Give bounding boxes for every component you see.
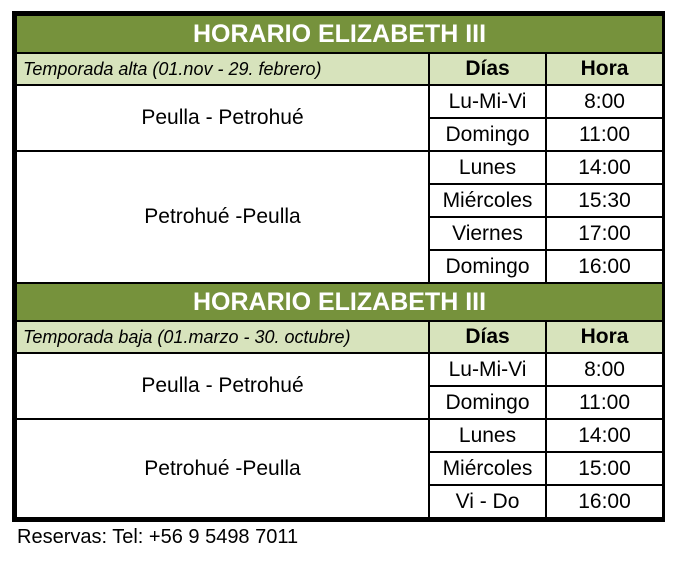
high-days-header: Días [429,53,546,85]
high-hour-cell: 15:30 [546,184,663,217]
high-hour-cell: 11:00 [546,118,663,151]
high-day-cell: Miércoles [429,184,546,217]
low-day-cell: Lu-Mi-Vi [429,353,546,386]
high-route-peulla-petrohue: Peulla - Petrohué [16,85,429,151]
high-day-cell: Domingo [429,118,546,151]
high-hour-cell: 17:00 [546,217,663,250]
low-days-header: Días [429,321,546,353]
schedule-grid [15,14,664,519]
high-hour-cell: 16:00 [546,250,663,283]
high-hour-cell: 14:00 [546,151,663,184]
high-day-cell: Viernes [429,217,546,250]
low-season-title: HORARIO ELIZABETH III [16,283,663,321]
high-day-cell: Domingo [429,250,546,283]
high-season-title: HORARIO ELIZABETH III [16,15,663,53]
low-hour-header: Hora [546,321,663,353]
low-hour-cell: 16:00 [546,485,663,518]
high-season-label: Temporada alta (01.nov - 29. febrero) [16,53,429,85]
low-hour-cell: 8:00 [546,353,663,386]
low-hour-cell: 15:00 [546,452,663,485]
low-hour-cell: 11:00 [546,386,663,419]
reservations-contact: Reservas: Tel: +56 9 5498 7011 [17,526,299,548]
low-day-cell: Lunes [429,419,546,452]
low-season-label: Temporada baja (01.marzo - 30. octubre) [16,321,429,353]
high-day-cell: Lu-Mi-Vi [429,85,546,118]
low-day-cell: Domingo [429,386,546,419]
high-hour-cell: 8:00 [546,85,663,118]
low-route-peulla-petrohue: Peulla - Petrohué [16,353,429,419]
low-hour-cell: 14:00 [546,419,663,452]
low-route-petrohue-peulla: Petrohué -Peulla [16,419,429,518]
low-day-cell: Miércoles [429,452,546,485]
high-day-cell: Lunes [429,151,546,184]
schedule-table [12,11,665,522]
high-hour-header: Hora [546,53,663,85]
high-route-petrohue-peulla: Petrohué -Peulla [16,151,429,283]
low-day-cell: Vi - Do [429,485,546,518]
